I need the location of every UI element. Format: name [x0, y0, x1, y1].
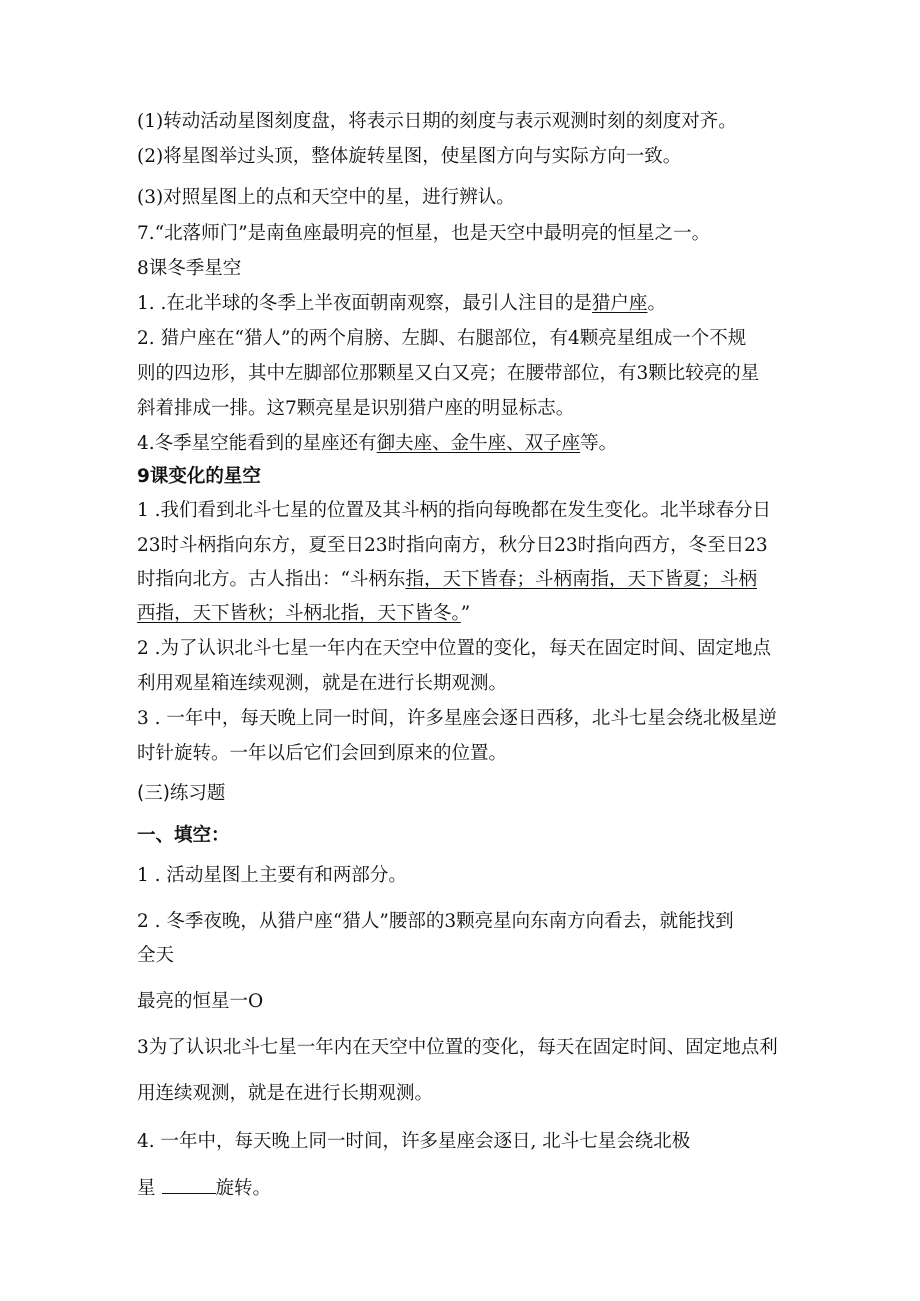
step-2-text: (2)将星图举过头顶，整体旋转星图，使星图方向与实际方向一致。: [137, 146, 682, 167]
proverb-underlined-2: 西指，天下皆秋；斗柄北指，天下皆冬。: [137, 603, 461, 624]
question-4-line-1: 4. 一年中，每天晚上同一时间，许多星座会逐日, 北斗七星会绕北极: [137, 1131, 691, 1152]
winter-constellations-answer: 御夫座、金牛座、双子座: [376, 433, 581, 454]
answer-blank: [162, 1175, 216, 1194]
point-7-text: 7.“北落师门”是南鱼座最明亮的恒星，也是天空中最明亮的恒星之一。: [137, 223, 711, 244]
lesson-9-point-2-line-1: 2 .为了认识北斗七星一年内在天空中位置的变化，每天在固定时间、固定地点: [137, 638, 772, 659]
lesson-9-point-2-line-2: 利用观星箱连续观测，就是在进行长期观测。: [137, 673, 508, 694]
lesson-9-point-1-line-2: 23时斗柄指向东方，夏至日23时指向南方，秋分日23时指向西方，冬至日23: [137, 535, 768, 556]
question-2-line-3: 最亮的恒星一O: [137, 991, 264, 1012]
fill-in-heading: 一、填空：: [137, 825, 230, 846]
lesson-8-point-1: 1. .在北半球的冬季上半夜面朝南观察，最引人注目的是猎户座。: [137, 293, 666, 314]
lesson-8-heading: 8课冬季星空: [137, 258, 242, 279]
step-1-text: (1)转动活动星图刻度盘，将表示日期的刻度与表示观测时刻的刻度对齐。: [137, 111, 737, 132]
lesson-9-point-3-line-1: 3 . 一年中，每天晚上同一时间，许多星座会逐日西移，北斗七星会绕北极星逆: [137, 708, 777, 729]
lesson-9-point-1-line-1: 1 .我们看到北斗七星的位置及其斗柄的指向每晚都在发生变化。北半球春分日: [137, 500, 772, 521]
question-4-line-2: 星 旋转。: [137, 1175, 271, 1201]
lesson-8-point-2-line-2: 则的四边形，其中左脚部位那颗星又白又亮；在腰带部位，有3颗比较亮的星: [137, 363, 760, 384]
lesson-9-heading: 9课变化的星空: [137, 466, 261, 487]
proverb-underlined-1: 指，天下皆春；斗柄南指，天下皆夏；斗柄: [405, 569, 757, 590]
question-2-line-1: 2 . 冬季夜晚，从猎户座“猎人”腰部的3颗亮星向东南方向看去，就能找到: [137, 911, 734, 932]
question-3-line-1: 3为了认识北斗七星一年内在天空中位置的变化，每天在固定时间、固定地点利: [137, 1037, 778, 1058]
orion-answer: 猎户座: [591, 293, 648, 314]
exercise-heading: (三)练习题: [137, 783, 226, 804]
question-1: 1 . 活动星图上主要有和两部分。: [137, 865, 407, 886]
lesson-8-point-2-line-3: 斜着排成一排。这7颗亮星是识别猎户座的明显标志。: [137, 398, 575, 419]
lesson-9-point-1-line-4: 西指，天下皆秋；斗柄北指，天下皆冬。”: [137, 603, 471, 624]
lesson-8-point-4: 4.冬季星空能看到的星座还有御夫座、金牛座、双子座等。: [137, 433, 618, 454]
question-2-line-2: 全天: [137, 945, 175, 966]
lesson-8-point-2-line-1: 2. 猎户座在“猎人”的两个肩膀、左脚、右腿部位，有4颗亮星组成一个不规: [137, 328, 747, 349]
step-3-text: (3)对照星图上的点和天空中的星，进行辨认。: [137, 187, 515, 208]
question-3-line-2: 用连续观测，就是在进行长期观测。: [137, 1083, 434, 1104]
lesson-9-point-3-line-2: 时针旋转。一年以后它们会回到原来的位置。: [137, 743, 508, 764]
lesson-9-point-1-line-3: 时指向北方。古人指出：“斗柄东指，天下皆春；斗柄南指，天下皆夏；斗柄: [137, 569, 757, 590]
